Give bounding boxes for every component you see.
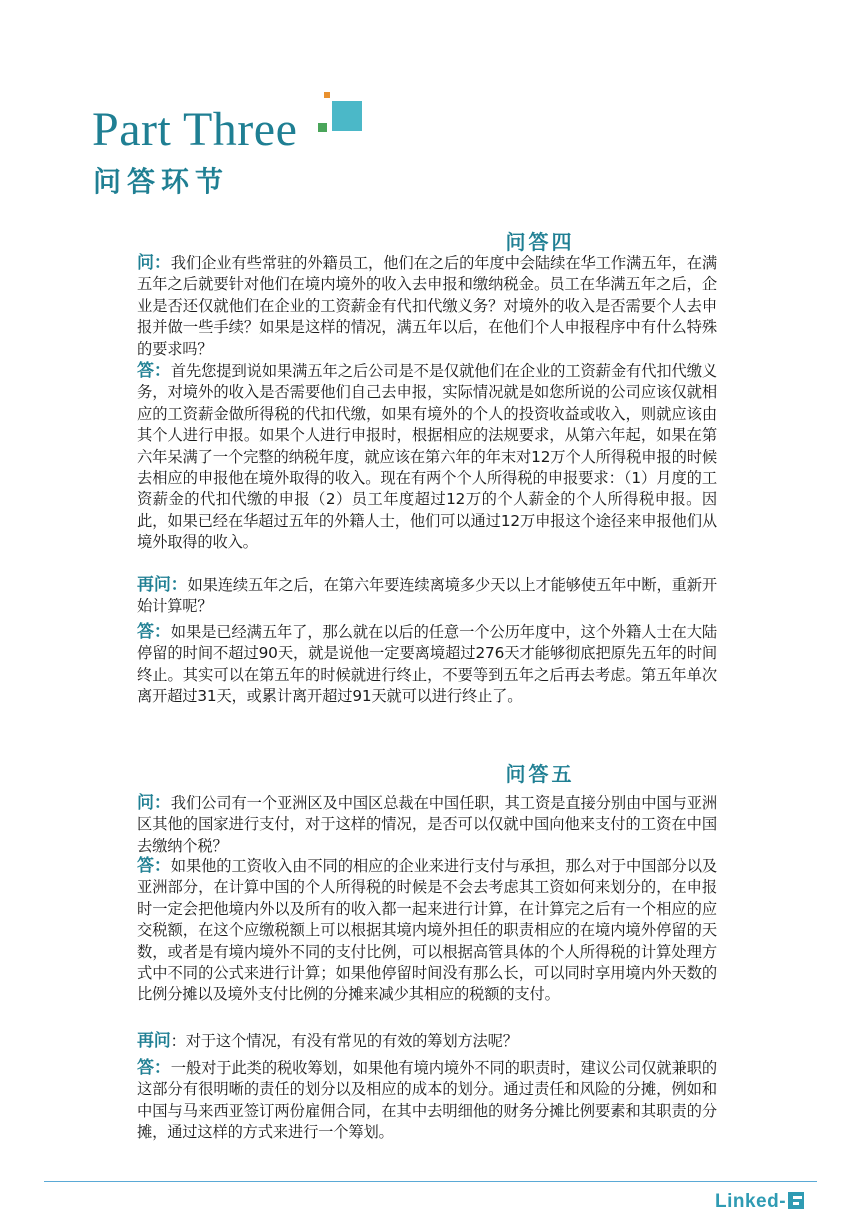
qa5-followup-question (137, 1031, 717, 1052)
qa-label: 问： (137, 793, 171, 813)
section-heading-qa4: 问答四 (505, 230, 575, 254)
qa-label: 答： (137, 856, 171, 876)
qa5-question (137, 793, 717, 857)
footer-divider (44, 1181, 817, 1182)
part-subtitle: 问答环节 (93, 165, 230, 198)
qa-text: ：对于这个情况，有没有常见的有效的筹划方法呢？ (170, 1032, 518, 1050)
part-title: Part Three (92, 103, 298, 156)
qa-text: 如果连续五年之后，在第六年要连续离境多少天以上才能够使五年中断，重新开始计算呢？ (137, 576, 717, 616)
qa4-followup-answer (137, 622, 717, 708)
qa5-followup-answer (137, 1058, 717, 1144)
logo-square-green (318, 123, 327, 132)
brand-text: Linked- (715, 1191, 787, 1212)
section-heading-qa5: 问答五 (505, 762, 575, 786)
qa-label: 答： (137, 1058, 171, 1078)
footer-brand (715, 1191, 804, 1213)
qa-label: 再问 (137, 1031, 171, 1051)
qa4-answer (137, 361, 717, 554)
qa-label: 答： (137, 622, 171, 642)
qa-text: 如果他的工资收入由不同的相应的企业来进行支付与承担，那么对于中国部分以及亚洲部分，在计算中国的个人所得税的时候是不会去考虑其工资如何来划分的，在申报时一定会把他境内外以及所有的收入都一起来进行计算，在计算完之后有一个相应的应交税额，在这个应缴税额上可以根据其境内境外担任的职责相应的在境内境外停留的天数，或者是有境内境外不同的支付比例，可以根据高管具体的个人所得税的计算处理方式中不同的公式来进行计算；如果他停留时间没有那么长，可以同时享用境内外天数的比例分摊以及境外支付比例的分摊来减少其相应的税额的支付。 (137, 857, 717, 1004)
logo-square-teal (332, 101, 362, 131)
qa-text: 一般对于此类的税收筹划，如果他有境内境外不同的职责时，建议公司仅就兼职的这部分有很明晰的责任的划分以及相应的成本的划分。通过责任和风险的分摊，例如和中国与马来西亚签订两份雇佣合同，在其中去明细他的财务分摊比例要素和其职责的分摊，通过这样的方式来进行一个筹划。 (137, 1059, 717, 1142)
qa4-followup-question (137, 575, 717, 618)
brand-f-icon (788, 1192, 804, 1209)
qa-text: 如果是已经满五年了，那么就在以后的任意一个公历年度中，这个外籍人士在大陆停留的时间不超过90天，就是说他一定要离境超过276天才能够彻底把原先五年的时间终止。其实可以在第五年的时候就进行终止，不要等到五年之后再去考虑。第五年单次离开超过31天，或累计离开超过91天就可以进行终止了。 (137, 623, 717, 706)
qa4-question (137, 253, 717, 360)
qa-label: 再问： (137, 575, 188, 595)
logo-square-orange (324, 92, 330, 98)
qa-text: 首先您提到说如果满五年之后公司是不是仅就他们在企业的工资薪金有代扣代缴义务，对境外的收入是否需要他们自己去申报，实际情况就是如您所说的公司应该仅就相应的工资薪金做所得税的代扣代缴，如果有境外的个人的投资收益或收入，则就应该由其个人进行申报。如果个人进行申报时，根据相应的法规要求，从第六年起，如果在第六年呆满了一个完整的纳税年度，就应该在第六年的年末对12万个人所得税申报的时候去相应的申报他在境外取得的收入。现在有两个个人所得税的申报要求：（1）月度的工资薪金的代扣代缴的申报（2）员工年度超过12万的个人薪金的个人所得税申报。因此，如果已经在华超过五年的外籍人士，他们可以通过12万申报这个途径来申报他们从境外取得的收入。 (137, 362, 717, 552)
qa-text: 我们公司有一个亚洲区及中国区总裁在中国任职，其工资是直接分别由中国与亚洲区其他的国家进行支付，对于这样的情况，是否可以仅就中国向他来支付的工资在中国去缴纳个税？ (137, 794, 717, 855)
qa-label: 答： (137, 361, 171, 381)
qa5-answer (137, 856, 717, 1006)
qa-text: 我们企业有些常驻的外籍员工，他们在之后的年度中会陆续在华工作满五年，在满五年之后就要针对他们在境内境外的收入去申报和缴纳税金。员工在华满五年之后，企业是否还仅就他们在企业的工资薪金有代扣代缴义务？对境外的收入是否需要个人去申报并做一些手续？如果是这样的情况，满五年以后，在他们个人申报程序中有什么特殊的要求吗？ (137, 254, 717, 358)
qa-label: 问： (137, 253, 171, 273)
